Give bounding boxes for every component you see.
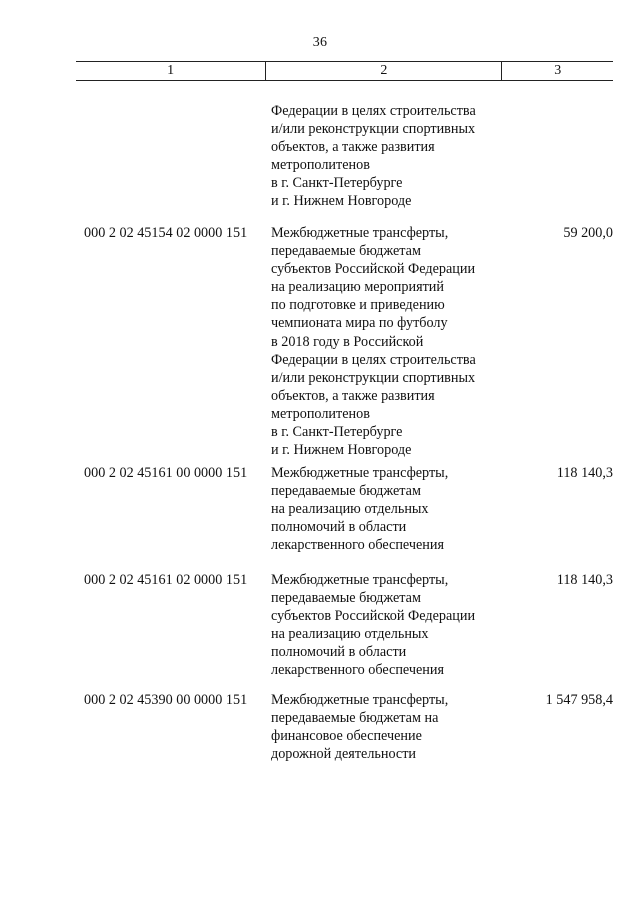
page-number: 36 (312, 35, 328, 50)
description-line: в 2018 году в Российской (271, 333, 424, 350)
description-line: и г. Нижнем Новгороде (271, 442, 412, 459)
amount-value: 118 140,3 (556, 572, 613, 588)
budget-code: 000 2 02 45161 02 0000 151 (84, 572, 248, 588)
description-line: на реализацию отдельных (271, 501, 429, 518)
description-line: по подготовке и приведению (271, 297, 445, 314)
description-line: и/или реконструкции спортивных (271, 121, 476, 138)
description-line: и/или реконструкции спортивных (271, 369, 476, 386)
description-line: объектов, а также развития (271, 387, 435, 404)
description-line: Межбюджетные трансферты, (271, 572, 449, 588)
description-line: передаваемые бюджетам (271, 243, 421, 260)
row-description (271, 464, 448, 554)
description-line: в г. Санкт-Петербурге (271, 175, 403, 192)
description-line: Межбюджетные трансферты, (271, 692, 449, 708)
description-line: полномочий в области (271, 519, 407, 536)
description-line: лекарственного обеспечения (271, 537, 444, 554)
description-line: Межбюджетные трансферты, (271, 225, 449, 241)
row-description (271, 571, 475, 680)
description-line: передаваемые бюджетам (271, 590, 421, 607)
description-line: в г. Санкт-Петербурге (271, 424, 403, 441)
description-line: дорожной деятельности (271, 746, 416, 763)
column-header-1: 1 (76, 62, 266, 80)
column-header-row (76, 61, 613, 81)
description-line: объектов, а также развития (271, 139, 435, 156)
description-line: финансовое обеспечение (271, 728, 422, 745)
description-line: метрополитенов (271, 405, 370, 422)
amount-value: 59 200,0 (563, 225, 613, 241)
column-header-2: 2 (266, 62, 502, 80)
row-description (271, 691, 448, 763)
row-description (271, 102, 476, 211)
description-line: Федерации в целях строительства (271, 103, 476, 119)
budget-code: 000 2 02 45161 00 0000 151 (84, 465, 248, 481)
description-line: Межбюджетные трансферты, (271, 465, 449, 481)
description-line: метрополитенов (271, 157, 370, 174)
column-header-3: 3 (554, 63, 562, 78)
description-line: передаваемые бюджетам на (271, 710, 439, 727)
description-line: лекарственного обеспечения (271, 662, 444, 679)
budget-code: 000 2 02 45154 02 0000 151 (84, 225, 248, 241)
description-line: полномочий в области (271, 644, 407, 661)
description-line: чемпионата мира по футболу (271, 315, 448, 332)
budget-code: 000 2 02 45390 00 0000 151 (84, 692, 248, 708)
description-line: субъектов Российской Федерации (271, 261, 476, 278)
description-line: и г. Нижнем Новгороде (271, 193, 412, 210)
description-line: на реализацию отдельных (271, 626, 429, 643)
row-description (271, 224, 476, 459)
amount-value: 118 140,3 (556, 465, 613, 481)
description-line: передаваемые бюджетам (271, 483, 421, 500)
description-line: Федерации в целях строительства (271, 351, 476, 368)
description-line: на реализацию мероприятий (271, 279, 444, 296)
description-line: субъектов Российской Федерации (271, 608, 476, 625)
amount-value: 1 547 958,4 (545, 692, 613, 708)
